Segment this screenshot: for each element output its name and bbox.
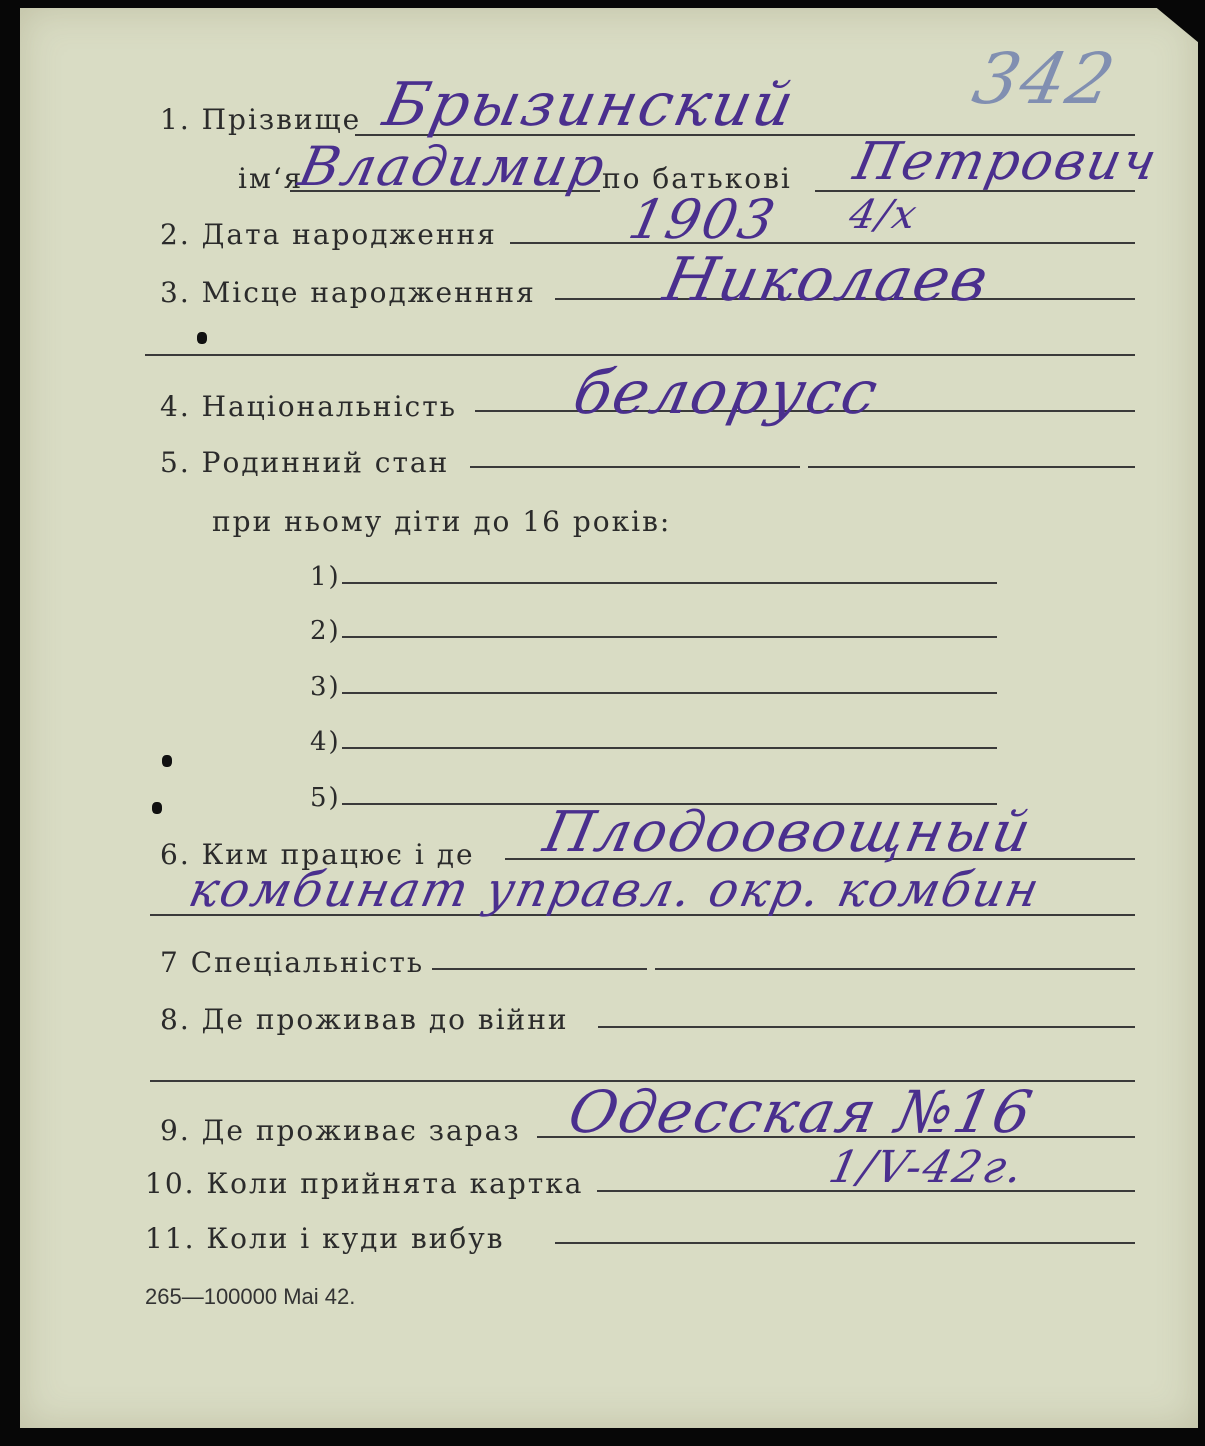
child-2-label: 2) [310, 616, 341, 646]
value-surname: Брызинский [377, 70, 802, 140]
label-workplace: 6. Ким працює і де [160, 838, 475, 871]
value-workplace-line2: комбинат управл. окр. комбин [184, 862, 1046, 918]
label-patronymic: по батькові [602, 162, 792, 195]
line-specialty-b [655, 968, 1135, 970]
label-current-residence: 9. Де проживає зараз [160, 1114, 521, 1147]
child-4-label: 4) [310, 727, 341, 757]
label-birth-date: 2. Дата народження [160, 218, 497, 251]
label-nationality: 4. Національність [160, 390, 457, 423]
line-prewar-residence [598, 1026, 1135, 1028]
label-children: при ньому діти до 16 років: [212, 505, 672, 538]
line-marital-status-a [470, 466, 800, 468]
value-first-name: Владимир [293, 135, 613, 198]
value-birth-day: 4/x [845, 192, 923, 238]
label-prewar-residence: 8. Де проживав до війни [160, 1003, 569, 1036]
line-specialty-a [432, 968, 647, 970]
label-specialty: 7 Спеціальність [160, 946, 425, 979]
label-birth-place: 3. Місце народженння [160, 276, 536, 309]
child-3-label: 3) [310, 672, 341, 702]
value-nationality: белорусс [567, 358, 886, 428]
value-card-accepted: 1/V-42г. [824, 1142, 1030, 1193]
corner-number-mark: 342 [966, 38, 1124, 120]
print-run-footer: 265—100000 Mai 42. [145, 1284, 356, 1309]
value-birth-place: Николаев [657, 245, 996, 315]
child-3-line [342, 692, 997, 694]
child-1-label: 1) [310, 562, 341, 592]
line-departure [555, 1242, 1135, 1244]
line-marital-status-b [808, 466, 1135, 468]
ink-spot [162, 755, 172, 767]
label-departure: 11. Коли і куди вибув [145, 1222, 505, 1255]
value-patronymic: Петрович [848, 132, 1164, 192]
line-birth-date [510, 242, 1135, 244]
ink-spot [152, 802, 162, 814]
ink-spot [197, 332, 207, 344]
line-birth-place-extra [145, 354, 1135, 356]
child-5-label: 5) [310, 783, 341, 813]
label-surname: 1. Прізвище [160, 103, 362, 136]
label-first-name: ім‘я [238, 162, 304, 195]
label-card-accepted: 10. Коли прийнята картка [145, 1167, 584, 1200]
value-current-residence: Одесская №16 [562, 1078, 1040, 1146]
child-4-line [342, 747, 997, 749]
child-1-line [342, 582, 997, 584]
child-2-line [342, 636, 997, 638]
value-birth-year: 1903 [623, 188, 783, 251]
label-marital-status: 5. Родинний стан [160, 446, 450, 479]
value-workplace: Плодоовощный [538, 800, 1038, 865]
